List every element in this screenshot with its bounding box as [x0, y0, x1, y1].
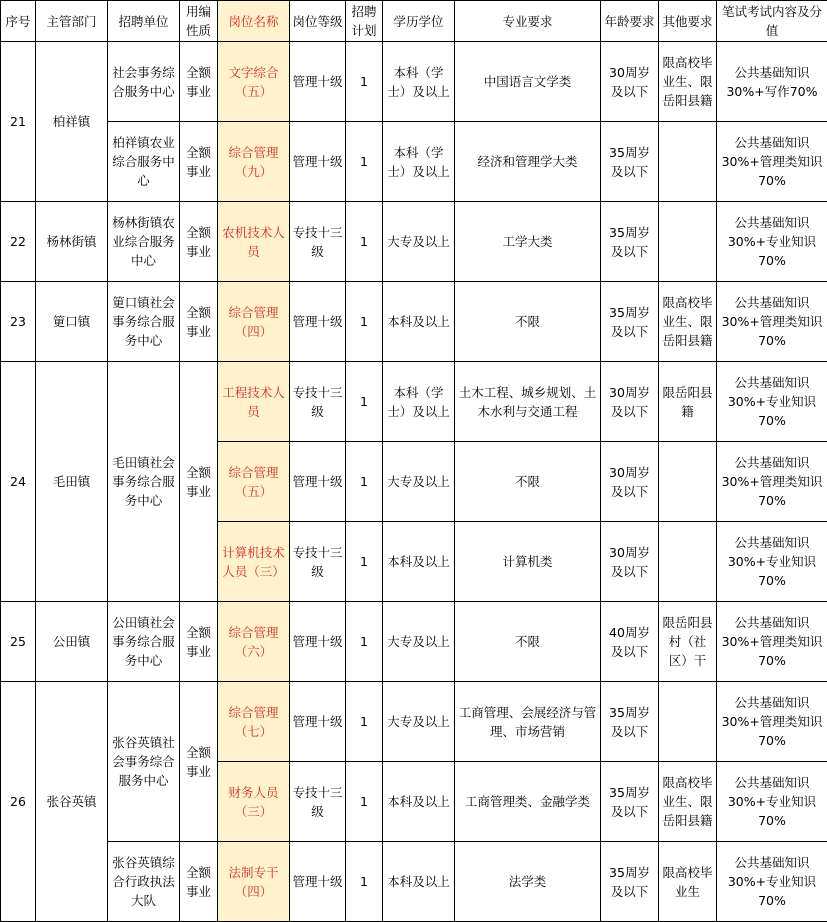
cell-exam: 公共基础知识30%+管理类知识70% [717, 282, 827, 362]
cell-position: 综合管理（七） [218, 682, 290, 762]
cell-exam: 公共基础知识30%+管理类知识70% [717, 442, 827, 522]
cell-position: 综合管理（四） [218, 282, 290, 362]
cell-edu: 大专及以上 [383, 682, 455, 762]
cell-exam: 公共基础知识30%+写作70% [717, 42, 827, 122]
cell-position: 综合管理（六） [218, 602, 290, 682]
table-row [1, 122, 827, 202]
cell-other [659, 442, 717, 522]
cell-nature: 全额事业 [180, 602, 218, 682]
header-exam: 笔试考试内容及分值 [717, 1, 827, 42]
cell-position: 计算机技术人员（三） [218, 522, 290, 602]
cell-age: 35周岁及以下 [601, 282, 659, 362]
cell-plan: 1 [346, 282, 383, 362]
cell-seq: 23 [1, 282, 36, 362]
cell-other: 限高校毕业生、限岳阳县籍 [659, 762, 717, 842]
cell-nature: 全额事业 [180, 842, 218, 922]
cell-position: 文字综合（五） [218, 42, 290, 122]
cell-edu: 大专及以上 [383, 602, 455, 682]
cell-major: 不限 [455, 602, 601, 682]
cell-grade: 管理十级 [290, 42, 346, 122]
cell-plan: 1 [346, 442, 383, 522]
cell-age: 35周岁及以下 [601, 842, 659, 922]
table-row [1, 682, 827, 762]
cell-unit: 公田镇社会事务综合服务中心 [108, 602, 180, 682]
header-seq: 序号 [1, 1, 36, 42]
header-plan: 招聘计划 [346, 1, 383, 42]
cell-seq: 21 [1, 42, 36, 202]
cell-grade: 专技十三级 [290, 522, 346, 602]
table-row [1, 282, 827, 362]
cell-position: 财务人员（三） [218, 762, 290, 842]
cell-plan: 1 [346, 682, 383, 762]
cell-dept: 柏祥镇 [36, 42, 108, 202]
cell-exam: 公共基础知识30%+专业知识70% [717, 842, 827, 922]
cell-plan: 1 [346, 522, 383, 602]
cell-other: 限高校毕业生 [659, 842, 717, 922]
cell-position: 法制专干（四） [218, 842, 290, 922]
cell-edu: 本科（学士）及以上 [383, 122, 455, 202]
cell-age: 30周岁及以下 [601, 522, 659, 602]
cell-major: 经济和管理学大类 [455, 122, 601, 202]
cell-major: 工商管理、会展经济与管理、市场营销 [455, 682, 601, 762]
cell-grade: 专技十三级 [290, 202, 346, 282]
cell-seq: 24 [1, 362, 36, 602]
cell-plan: 1 [346, 42, 383, 122]
cell-edu: 本科（学士）及以上 [383, 362, 455, 442]
cell-major: 不限 [455, 282, 601, 362]
cell-grade: 管理十级 [290, 442, 346, 522]
table-row [1, 362, 827, 442]
cell-exam: 公共基础知识30%+专业知识70% [717, 762, 827, 842]
cell-plan: 1 [346, 762, 383, 842]
cell-unit: 筻口镇社会事务综合服务中心 [108, 282, 180, 362]
cell-unit: 毛田镇社会事务综合服务中心 [108, 362, 180, 602]
header-unit: 招聘单位 [108, 1, 180, 42]
cell-age: 35周岁及以下 [601, 122, 659, 202]
table-row [1, 842, 827, 922]
cell-plan: 1 [346, 202, 383, 282]
cell-edu: 本科及以上 [383, 522, 455, 602]
cell-dept: 杨林街镇 [36, 202, 108, 282]
cell-edu: 本科及以上 [383, 282, 455, 362]
cell-nature: 全额事业 [180, 362, 218, 602]
cell-other [659, 122, 717, 202]
header-position: 岗位名称 [218, 1, 290, 42]
cell-grade: 管理十级 [290, 842, 346, 922]
header-age: 年龄要求 [601, 1, 659, 42]
cell-unit: 张谷英镇社会事务综合服务中心 [108, 682, 180, 842]
cell-position: 工程技术人员 [218, 362, 290, 442]
cell-other [659, 682, 717, 762]
cell-dept: 筻口镇 [36, 282, 108, 362]
cell-nature: 全额事业 [180, 282, 218, 362]
header-dept: 主管部门 [36, 1, 108, 42]
cell-dept: 毛田镇 [36, 362, 108, 602]
cell-age: 35周岁及以下 [601, 682, 659, 762]
cell-other: 限岳阳县村（社区）干 [659, 602, 717, 682]
cell-age: 35周岁及以下 [601, 202, 659, 282]
header-other: 其他要求 [659, 1, 717, 42]
cell-unit: 杨林街镇农业综合服务中心 [108, 202, 180, 282]
cell-age: 35周岁及以下 [601, 762, 659, 842]
header-row [1, 1, 827, 42]
cell-dept: 公田镇 [36, 602, 108, 682]
cell-plan: 1 [346, 362, 383, 442]
cell-major: 工学大类 [455, 202, 601, 282]
cell-seq: 26 [1, 682, 36, 922]
cell-other [659, 522, 717, 602]
cell-major: 土木工程、城乡规划、土木水利与交通工程 [455, 362, 601, 442]
cell-major: 工商管理类、金融学类 [455, 762, 601, 842]
cell-grade: 专技十三级 [290, 762, 346, 842]
cell-position: 综合管理（五） [218, 442, 290, 522]
cell-seq: 22 [1, 202, 36, 282]
cell-nature: 全额事业 [180, 682, 218, 842]
cell-exam: 公共基础知识30%+管理类知识70% [717, 682, 827, 762]
header-nature: 用编性质 [180, 1, 218, 42]
cell-dept: 张谷英镇 [36, 682, 108, 922]
cell-major: 不限 [455, 442, 601, 522]
cell-other: 限高校毕业生、限岳阳县籍 [659, 282, 717, 362]
cell-plan: 1 [346, 602, 383, 682]
cell-exam: 公共基础知识30%+专业知识70% [717, 522, 827, 602]
header-grade: 岗位等级 [290, 1, 346, 42]
cell-major: 法学类 [455, 842, 601, 922]
header-edu: 学历学位 [383, 1, 455, 42]
cell-edu: 本科及以上 [383, 842, 455, 922]
cell-exam: 公共基础知识30%+管理类知识70% [717, 122, 827, 202]
cell-age: 30周岁及以下 [601, 42, 659, 122]
cell-grade: 管理十级 [290, 682, 346, 762]
cell-other: 限岳阳县籍 [659, 362, 717, 442]
cell-grade: 管理十级 [290, 122, 346, 202]
cell-position: 农机技术人员 [218, 202, 290, 282]
header-major: 专业要求 [455, 1, 601, 42]
cell-other: 限高校毕业生、限岳阳县籍 [659, 42, 717, 122]
cell-grade: 管理十级 [290, 282, 346, 362]
table-row [1, 202, 827, 282]
cell-edu: 本科（学士）及以上 [383, 42, 455, 122]
cell-grade: 专技十三级 [290, 362, 346, 442]
cell-plan: 1 [346, 842, 383, 922]
cell-major: 计算机类 [455, 522, 601, 602]
table-row [1, 602, 827, 682]
cell-seq: 25 [1, 602, 36, 682]
cell-major: 中国语言文学类 [455, 42, 601, 122]
cell-unit: 张谷英镇综合行政执法大队 [108, 842, 180, 922]
cell-edu: 大专及以上 [383, 202, 455, 282]
cell-nature: 全额事业 [180, 122, 218, 202]
cell-nature: 全额事业 [180, 42, 218, 122]
cell-position: 综合管理（九） [218, 122, 290, 202]
cell-nature: 全额事业 [180, 202, 218, 282]
cell-age: 30周岁及以下 [601, 442, 659, 522]
cell-plan: 1 [346, 122, 383, 202]
cell-exam: 公共基础知识30%+管理类知识70% [717, 602, 827, 682]
cell-grade: 管理十级 [290, 602, 346, 682]
cell-exam: 公共基础知识30%+专业知识70% [717, 362, 827, 442]
cell-age: 30周岁及以下 [601, 362, 659, 442]
cell-other [659, 202, 717, 282]
cell-exam: 公共基础知识30%+专业知识70% [717, 202, 827, 282]
cell-edu: 本科及以上 [383, 762, 455, 842]
cell-unit: 社会事务综合服务中心 [108, 42, 180, 122]
cell-edu: 大专及以上 [383, 442, 455, 522]
cell-age: 40周岁及以下 [601, 602, 659, 682]
table-row [1, 42, 827, 122]
cell-unit: 柏祥镇农业综合服务中心 [108, 122, 180, 202]
